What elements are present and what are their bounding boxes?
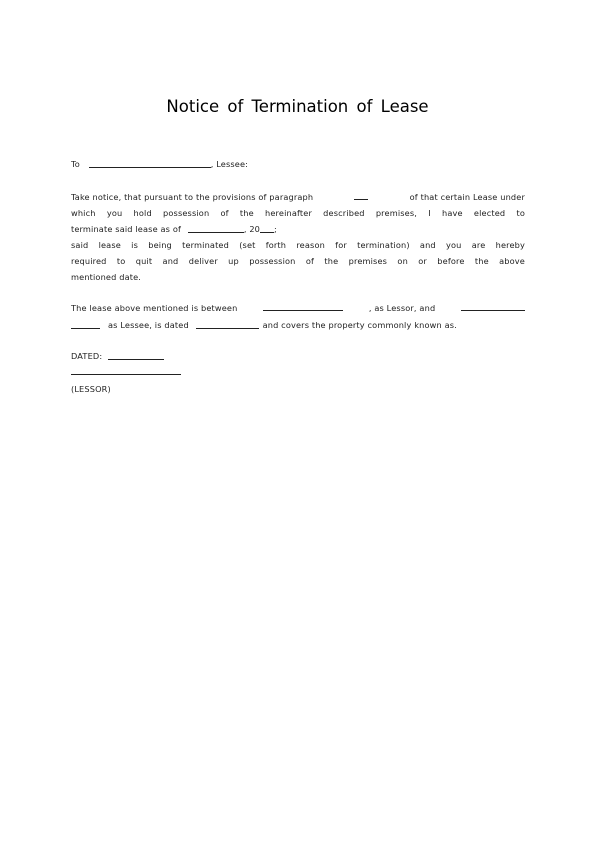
p1-line-3-text-a: terminate said lease as of [71, 224, 182, 234]
p2-line-1 [71, 300, 525, 316]
year-blank[interactable] [260, 223, 274, 233]
lessor-signature-line[interactable] [71, 374, 181, 375]
lessor-label: (LESSOR) [71, 384, 111, 394]
document-title: Notice of Termination of Lease [166, 97, 429, 116]
p1-line-1 [71, 189, 525, 205]
p1-line-1-text-b: of that certain Lease under [409, 192, 525, 202]
p1-line-2-text: which you hold possession of the hereinafter described premises, I have elected to [71, 208, 525, 218]
p1-line-2 [71, 205, 525, 221]
p2-line-1-text-b: , as Lessor, and [368, 303, 436, 313]
p1-line-5 [71, 253, 525, 269]
to-prefix: To [71, 159, 80, 169]
lessee-name-blank-continued[interactable] [71, 319, 100, 329]
paragraph-number-blank[interactable] [354, 190, 368, 200]
termination-date-blank[interactable] [188, 223, 244, 233]
p1-line-6-text: mentioned date. [71, 272, 142, 282]
lessee-name-blank[interactable] [89, 158, 211, 168]
p1-line-5-text: required to quit and deliver up possession of the premises on or before the above [71, 256, 525, 266]
p1-line-3-text-c: ; [274, 224, 277, 234]
p1-line-4-text: said lease is being terminated (set forth reason for termination) and you are hereby [71, 240, 525, 250]
dated-line [71, 348, 164, 364]
dated-blank[interactable] [108, 350, 164, 360]
p2-line-1-text-a: The lease above mentioned is between [71, 303, 238, 313]
dated-label: DATED: [71, 351, 103, 361]
p1-line-1-text-a: Take notice, that pursuant to the provisions of paragraph [71, 192, 314, 202]
p2-line-2 [71, 317, 457, 333]
p2-line-2-text-a: as Lessee, is dated [108, 320, 189, 330]
p1-line-3 [71, 221, 277, 237]
p1-line-3-text-b: , 20 [243, 224, 261, 234]
p1-line-4 [71, 237, 525, 253]
to-suffix: , Lessee: [210, 159, 249, 169]
to-line [71, 156, 248, 172]
lease-date-blank[interactable] [196, 319, 259, 329]
lessor-name-blank[interactable] [263, 301, 343, 311]
lessee-name-blank-2[interactable] [461, 301, 525, 311]
p2-line-2-text-b: and covers the property commonly known as. [262, 320, 457, 330]
lessor-caption [71, 381, 111, 397]
p1-line-6 [71, 269, 141, 285]
